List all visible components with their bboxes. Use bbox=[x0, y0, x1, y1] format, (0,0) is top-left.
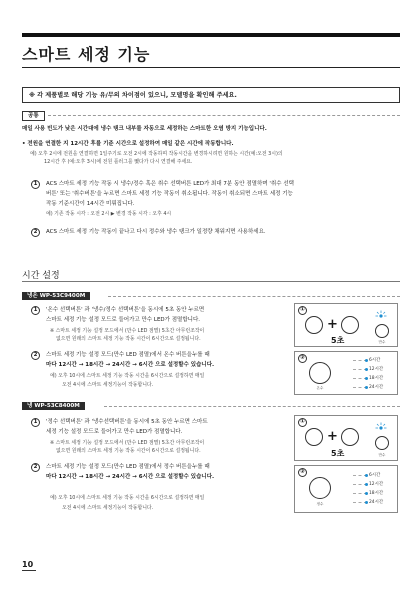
common-tag: 공통 bbox=[22, 111, 45, 121]
led-row-6h bbox=[353, 356, 397, 365]
led-label-12h: 12시간 bbox=[369, 482, 384, 487]
model-b-step2-line2: 마다 12시간 → 18시간 → 24시간 → 6시간 으로 설정할수 있습니다. bbox=[46, 474, 215, 480]
hot-button-illustration bbox=[305, 316, 323, 334]
model-a-panel-step1 bbox=[294, 303, 398, 347]
common-item1-example: 예) 기존 작동 시각 : 오전 2시 ▶ 변경 작동 시각 : 오후 4시 bbox=[46, 211, 172, 217]
led-label-12h: 12시간 bbox=[369, 367, 384, 372]
model-b-panel-step1 bbox=[294, 415, 398, 461]
led-time-list bbox=[353, 356, 397, 392]
step-number: 2 bbox=[31, 351, 40, 360]
panel-step-number: ① bbox=[298, 418, 307, 427]
model-b-step1-line1: '정수 선택버튼' 과 '냉수선택버튼'을 동시에 5초 동안 누르면 스마트 bbox=[46, 419, 208, 425]
cold-button-illustration bbox=[341, 316, 359, 334]
led-indicator-dot bbox=[365, 359, 368, 362]
common-item1-line1: ACS 스마트 세정 기능 작동 시 냉수/정수 혹은 취수 선택버튼 LED가 최대 7분 동안 점멸하며 '취수 선택 bbox=[46, 181, 294, 187]
model-a-step2-line1: 스마트 세정 기능 설정 모드(만수 LED 점멸)에서 온수 버튼을누를 때 bbox=[46, 352, 210, 358]
common-bullet: • 전원을 연결한 지 12시간 후를 기준 시간으로 설정하여 매일 같은 시간에 작동합니다. bbox=[22, 141, 234, 147]
common-example-line2: 12시간 후 (예:오후 3시)에 전원 플러그를 뺐다가 다시 연결해 주세요. bbox=[44, 159, 193, 165]
common-item1-line2: 버튼' 또는 '취수버튼'을 누르면 스마트 세정 기능 작동이 취소됩니다. 작동이 취소되면 스마트 세정 기능 bbox=[46, 191, 293, 197]
model-a-step2-example2: 오전 4시에 스마트 세정기능이 작동합니다. bbox=[62, 382, 154, 388]
led-label-24h: 24시간 bbox=[369, 385, 384, 390]
common-example-line1: 예) 오후 2시에 전원을 연결하면 1일주기로 오전 2시에 작동하며 작동시간을 변경하시려면 원하는 시간(예:오전 3시)의 bbox=[30, 151, 283, 157]
five-seconds-label: 5초 bbox=[331, 449, 345, 458]
led-row-24h bbox=[353, 383, 397, 392]
model-a-step1-line2: 스마트 세정 기능 설정 모드로 들어가고 만수 LED가 점멸합니다. bbox=[46, 317, 201, 323]
model-b-step1-line2: 세정 기능 설정 모드로 들어가고 만수 LED가 점멸합니다. bbox=[46, 429, 183, 435]
water-button-illustration bbox=[305, 428, 323, 446]
full-led-label: 만수 bbox=[378, 453, 386, 457]
hot-button-label: 온수 bbox=[316, 386, 324, 390]
led-row-18h bbox=[353, 489, 397, 498]
model-b-tag-rule bbox=[104, 406, 400, 407]
led-row-24h bbox=[353, 498, 397, 507]
model-a-tag-rule bbox=[108, 296, 400, 297]
blink-icon bbox=[375, 422, 387, 434]
led-indicator-dot bbox=[365, 501, 368, 504]
water-button-illustration bbox=[309, 477, 331, 499]
led-indicator-dot bbox=[365, 377, 368, 380]
common-item2: ACS 스마트 세정 기능 작동이 끝나고 다시 정수와 냉수 탱크가 일정량 채워지면 사용하세요. bbox=[46, 229, 266, 235]
led-label-18h: 18시간 bbox=[369, 376, 384, 381]
led-label-6h: 6시간 bbox=[369, 473, 381, 478]
model-b-step2-line1: 스마트 세정 기능 설정 모드(만수 LED 점멸)에서 정수 버튼을누를 때 bbox=[46, 464, 210, 470]
section-title: 시간 설정 bbox=[22, 271, 60, 281]
led-indicator-dot bbox=[365, 492, 368, 495]
model-b-step2-example1: 예) 오후 10시에 스마트 세정 기능 작동 시간을 6시간으로 설정하면 매일 bbox=[50, 495, 205, 501]
five-seconds-label: 5초 bbox=[331, 336, 345, 345]
model-a-step1-note2: 없으면 원래의 스마트 세정 기능 작동 시간이 6시간으로 설정됩니다. bbox=[56, 336, 201, 342]
model-a-panel-step2 bbox=[294, 351, 398, 395]
led-indicator-dot bbox=[365, 483, 368, 486]
led-label-18h: 18시간 bbox=[369, 491, 384, 496]
led-row-6h bbox=[353, 471, 397, 480]
led-indicator-dot bbox=[365, 368, 368, 371]
model-a-step1-line1: '온수 선택버튼' 과 '냉수/정수 선택버튼'을 동시에 5초 동안 누르면 bbox=[46, 307, 205, 313]
led-indicator-dot bbox=[365, 386, 368, 389]
model-a-tag: 냉온 WP-53C9400M bbox=[22, 292, 90, 300]
full-led-illustration bbox=[375, 436, 389, 450]
top-rule bbox=[22, 33, 400, 37]
led-row-12h bbox=[353, 365, 397, 374]
led-label-6h: 6시간 bbox=[369, 358, 381, 363]
model-b-step1-note2: 없으면 원래의 스마트 세정 기능 작동 시간이 6시간으로 설정됩니다. bbox=[56, 448, 201, 454]
step-number: 1 bbox=[31, 418, 40, 427]
full-led-label: 만수 bbox=[378, 340, 386, 344]
panel-step-number: ① bbox=[298, 306, 307, 315]
hot-button-illustration bbox=[309, 362, 331, 384]
step-number: 2 bbox=[31, 463, 40, 472]
section-rule bbox=[22, 281, 400, 282]
page-number-rule bbox=[22, 570, 36, 571]
model-b-tag: 냉 WP-53C8400M bbox=[22, 402, 85, 410]
page-title: 스마트 세정 기능 bbox=[22, 45, 151, 64]
panel-step-number: ② bbox=[298, 354, 307, 363]
plus-sign: + bbox=[327, 317, 338, 332]
model-b-step1-note1: ※ 스마트 세정 기능 설정 모드에서 (만수 LED 점멸) 5초간 아무런조작이 bbox=[50, 440, 205, 446]
led-label-24h: 24시간 bbox=[369, 500, 384, 505]
common-intro: 매일 사용 빈도가 낮은 시간대에 냉수 탱크 내부를 자동으로 세정하는 스마트한 오염 방지 기능입니다. bbox=[22, 126, 267, 132]
plus-sign: + bbox=[327, 429, 338, 444]
model-notice: ※ 각 제품별로 해당 기능 유/무의 차이점이 있으니, 모델명을 확인해 주세요. bbox=[22, 87, 400, 103]
model-b-panel-step2 bbox=[294, 465, 398, 513]
led-row-18h bbox=[353, 374, 397, 383]
page-number: 10 bbox=[22, 560, 34, 569]
led-indicator-dot bbox=[365, 474, 368, 477]
common-item1-line3: 작동 기준시간이 14시간 미뤄집니다. bbox=[46, 201, 135, 207]
cold-button-illustration bbox=[341, 428, 359, 446]
title-rule bbox=[22, 67, 400, 68]
model-a-step2-line2: 마다 12시간 → 18시간 → 24시간 → 6시간 으로 설정할수 있습니다. bbox=[46, 362, 215, 368]
panel-step-number: ② bbox=[298, 468, 307, 477]
model-b-step2-example2: 오전 4시에 스마트 세정기능이 작동합니다. bbox=[62, 505, 154, 511]
blink-icon bbox=[375, 310, 387, 322]
step-number: 1 bbox=[31, 180, 40, 189]
led-time-list bbox=[353, 471, 397, 507]
step-number: 1 bbox=[31, 306, 40, 315]
led-row-12h bbox=[353, 480, 397, 489]
model-a-step1-note1: ※ 스마트 세정 기능 설정 모드에서 (만수 LED 점멸) 5초간 아무런조작이 bbox=[50, 328, 205, 334]
common-tag-rule bbox=[48, 115, 400, 116]
model-a-step2-example1: 예) 오후 10시에 스마트 세정 기능 작동 시간을 6시간으로 설정하면 매일 bbox=[50, 373, 205, 379]
water-button-label: 정수 bbox=[316, 502, 324, 506]
full-led-illustration bbox=[375, 324, 389, 338]
step-number: 2 bbox=[31, 228, 40, 237]
